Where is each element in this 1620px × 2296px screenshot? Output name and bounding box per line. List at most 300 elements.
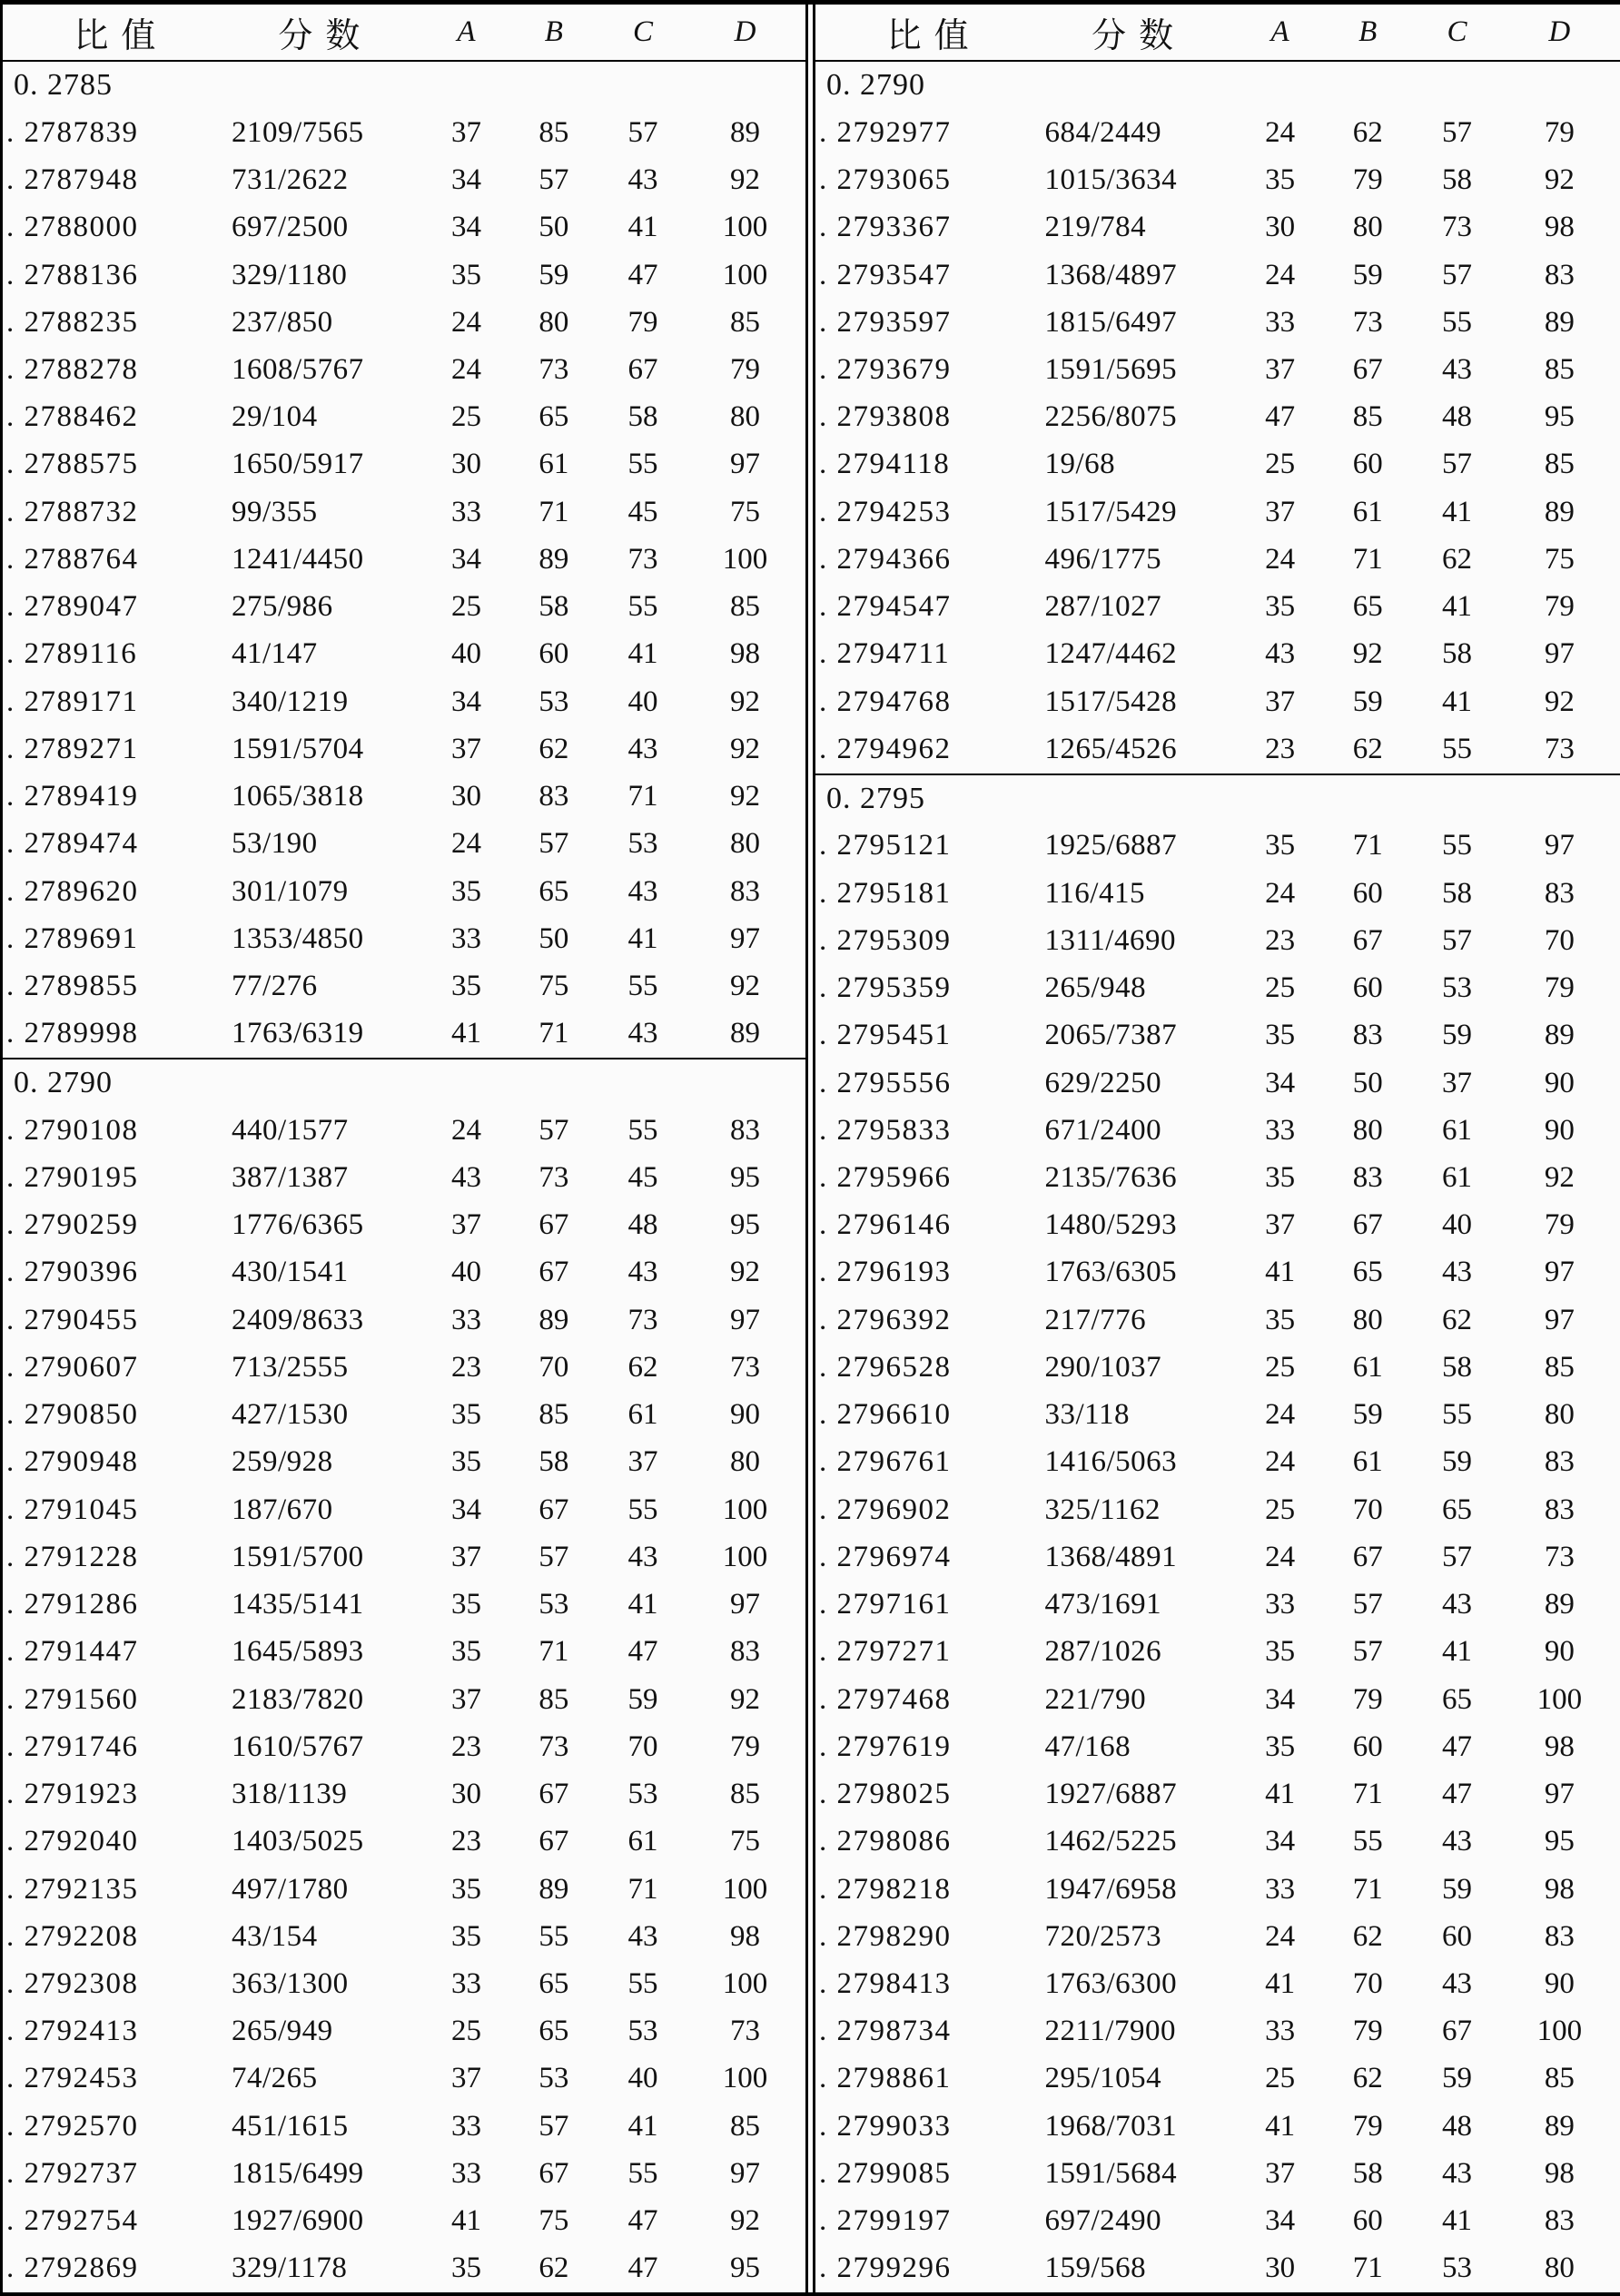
a-value: 24 <box>451 305 481 339</box>
fraction-value: 159/568 <box>1044 2252 1147 2285</box>
column-header-c: C <box>632 15 653 48</box>
table-row <box>815 1202 1620 1249</box>
ratio-value: . 2792453 <box>6 2062 139 2095</box>
b-value: 65 <box>1352 590 1383 624</box>
b-value: 89 <box>538 1303 569 1336</box>
fraction-value: 1480/5293 <box>1044 1208 1178 1242</box>
table-row <box>3 1202 805 1249</box>
c-value: 73 <box>1442 211 1473 244</box>
a-value: 24 <box>1265 258 1296 291</box>
c-value: 67 <box>627 353 658 387</box>
a-value: 37 <box>451 1682 481 1716</box>
d-value: 80 <box>730 1445 761 1479</box>
a-value: 37 <box>1265 2156 1296 2190</box>
a-value: 37 <box>451 1208 481 1242</box>
ratio-value: . 2798086 <box>819 1825 952 1858</box>
d-value: 98 <box>730 1919 761 1953</box>
a-value: 35 <box>451 1872 481 1906</box>
a-value: 35 <box>1265 1303 1296 1336</box>
b-value: 83 <box>1352 1161 1383 1194</box>
a-value: 23 <box>451 1825 481 1858</box>
d-value: 97 <box>730 1303 761 1336</box>
ratio-value: . 2796974 <box>819 1540 952 1573</box>
ratio-value: . 2789474 <box>6 827 139 861</box>
ratio-value: . 2794547 <box>819 590 952 624</box>
b-value: 62 <box>1352 732 1383 765</box>
d-value: 80 <box>1544 2252 1575 2285</box>
d-value: 92 <box>1544 163 1575 197</box>
table-row <box>815 1913 1620 1960</box>
fraction-value: 2183/7820 <box>231 1682 364 1716</box>
b-value: 61 <box>1352 495 1383 528</box>
fraction-value: 473/1691 <box>1044 1588 1162 1621</box>
c-value: 61 <box>1442 1161 1473 1194</box>
a-value: 35 <box>451 1398 481 1432</box>
b-value: 60 <box>1352 971 1383 1005</box>
column-header-ratio: 比值 <box>886 17 982 55</box>
d-value: 97 <box>1544 1256 1575 1289</box>
b-value: 67 <box>538 2156 569 2190</box>
c-value: 60 <box>1442 1919 1473 1953</box>
table-row <box>3 962 805 1010</box>
b-value: 59 <box>1352 258 1383 291</box>
ratio-value: . 2788000 <box>6 211 139 244</box>
c-value: 37 <box>627 1445 658 1479</box>
d-value: 89 <box>1544 305 1575 339</box>
ratio-value: . 2793065 <box>819 163 952 197</box>
b-value: 71 <box>1352 829 1383 862</box>
fraction-value: 697/2490 <box>1044 2204 1162 2238</box>
ratio-value: . 2791228 <box>6 1540 139 1573</box>
table-row <box>3 1010 805 1058</box>
ratio-value: . 2793597 <box>819 305 952 339</box>
fraction-value: 1241/4450 <box>231 542 364 576</box>
a-value: 25 <box>1265 971 1296 1005</box>
b-value: 59 <box>538 258 569 291</box>
ratio-value: . 2794962 <box>819 732 952 765</box>
table-row <box>815 1486 1620 1533</box>
fraction-value: 29/104 <box>231 400 318 434</box>
ratio-value: . 2795309 <box>819 923 952 957</box>
fraction-value: 2409/8633 <box>231 1303 364 1336</box>
column-header-b: B <box>544 15 563 48</box>
c-value: 59 <box>1442 2062 1473 2095</box>
ratio-value: . 2792754 <box>6 2204 139 2238</box>
panel-divider <box>805 5 815 2292</box>
table-row <box>3 536 805 583</box>
d-value: 98 <box>1544 211 1575 244</box>
c-value: 57 <box>1442 1540 1473 1573</box>
column-header-b: B <box>1358 15 1378 48</box>
d-value: 79 <box>1544 115 1575 149</box>
b-value: 75 <box>538 970 569 1003</box>
fraction-value: 684/2449 <box>1044 115 1162 149</box>
c-value: 55 <box>1442 829 1473 862</box>
table-row <box>815 2198 1620 2245</box>
d-value: 79 <box>730 1729 761 1763</box>
d-value: 100 <box>722 1493 768 1526</box>
b-value: 53 <box>538 2062 569 2095</box>
b-value: 80 <box>1352 211 1383 244</box>
section-header-row <box>3 62 805 109</box>
table-row <box>3 2055 805 2103</box>
table-row <box>3 2008 805 2055</box>
a-value: 23 <box>1265 732 1296 765</box>
table-row <box>3 1439 805 1486</box>
fraction-value: 1416/5063 <box>1044 1445 1178 1479</box>
d-value: 73 <box>1544 1540 1575 1573</box>
a-value: 43 <box>1265 637 1296 671</box>
d-value: 92 <box>1544 685 1575 718</box>
ratio-value: . 2790607 <box>6 1350 139 1384</box>
a-value: 37 <box>451 1540 481 1573</box>
d-value: 92 <box>730 780 761 813</box>
d-value: 80 <box>730 827 761 861</box>
table-row <box>3 2245 805 2292</box>
c-value: 71 <box>627 1872 658 1906</box>
d-value: 73 <box>1544 732 1575 765</box>
b-value: 67 <box>538 1825 569 1858</box>
a-value: 33 <box>1265 1588 1296 1621</box>
c-value: 65 <box>1442 1493 1473 1526</box>
table-row <box>815 441 1620 488</box>
section-header: 0. 2790 <box>14 1066 113 1100</box>
ratio-value: . 2788235 <box>6 305 139 339</box>
fraction-value: 287/1027 <box>1044 590 1162 624</box>
b-value: 65 <box>538 400 569 434</box>
b-value: 71 <box>538 1017 569 1050</box>
a-value: 33 <box>451 495 481 528</box>
b-value: 67 <box>538 1493 569 1526</box>
ratio-value: . 2797271 <box>819 1635 952 1669</box>
d-value: 83 <box>1544 876 1575 910</box>
b-value: 85 <box>1352 400 1383 434</box>
fraction-value: 1368/4891 <box>1044 1540 1178 1573</box>
a-value: 40 <box>451 1256 481 1289</box>
d-value: 85 <box>1544 353 1575 387</box>
d-value: 83 <box>1544 1919 1575 1953</box>
c-value: 40 <box>627 2062 658 2095</box>
a-value: 34 <box>451 685 481 718</box>
a-value: 24 <box>451 353 481 387</box>
b-value: 71 <box>1352 2252 1383 2285</box>
column-header-d: D <box>734 15 756 48</box>
c-value: 71 <box>627 780 658 813</box>
a-value: 37 <box>1265 1208 1296 1242</box>
table-row <box>3 2198 805 2245</box>
d-value: 97 <box>1544 637 1575 671</box>
d-value: 95 <box>1544 400 1575 434</box>
c-value: 61 <box>627 1825 658 1858</box>
ratio-value: . 2792737 <box>6 2156 139 2190</box>
table-row <box>815 1770 1620 1818</box>
b-value: 73 <box>538 1729 569 1763</box>
d-value: 97 <box>730 448 761 481</box>
a-value: 23 <box>451 1350 481 1384</box>
b-value: 53 <box>538 685 569 718</box>
b-value: 62 <box>538 732 569 765</box>
c-value: 43 <box>1442 1825 1473 1858</box>
c-value: 55 <box>627 1966 658 2000</box>
table-row <box>815 1107 1620 1154</box>
b-value: 85 <box>538 1398 569 1432</box>
b-value: 57 <box>538 1540 569 1573</box>
table-row <box>3 441 805 488</box>
ratio-value: . 2789691 <box>6 921 139 955</box>
c-value: 41 <box>1442 495 1473 528</box>
d-value: 95 <box>730 2252 761 2285</box>
fraction-value: 1927/6887 <box>1044 1778 1178 1811</box>
b-value: 92 <box>1352 637 1383 671</box>
fraction-value: 1645/5893 <box>231 1635 364 1669</box>
table-row <box>3 631 805 678</box>
table-row <box>815 1676 1620 1723</box>
fraction-value: 329/1180 <box>231 258 348 291</box>
fraction-value: 1927/6900 <box>231 2204 364 2238</box>
c-value: 55 <box>1442 305 1473 339</box>
a-value: 33 <box>451 921 481 955</box>
b-value: 59 <box>1352 1398 1383 1432</box>
a-value: 33 <box>1265 305 1296 339</box>
d-value: 100 <box>722 258 768 291</box>
c-value: 43 <box>1442 2156 1473 2190</box>
c-value: 53 <box>627 2015 658 2048</box>
a-value: 35 <box>1265 1635 1296 1669</box>
table-row <box>3 299 805 346</box>
d-value: 100 <box>722 542 768 576</box>
fraction-value: 731/2622 <box>231 163 349 197</box>
table-row <box>815 1249 1620 1296</box>
d-value: 98 <box>1544 1872 1575 1906</box>
ratio-value: . 2787839 <box>6 115 139 149</box>
c-value: 53 <box>1442 971 1473 1005</box>
table-row <box>815 2245 1620 2292</box>
table-row <box>815 109 1620 156</box>
d-value: 85 <box>1544 448 1575 481</box>
ratio-value: . 2790850 <box>6 1398 139 1432</box>
c-value: 48 <box>1442 400 1473 434</box>
c-value: 55 <box>627 448 658 481</box>
table-row <box>3 678 805 725</box>
fraction-value: 47/168 <box>1044 1729 1131 1763</box>
a-value: 25 <box>1265 1350 1296 1384</box>
fraction-value: 1947/6958 <box>1044 1872 1178 1906</box>
c-value: 55 <box>627 1493 658 1526</box>
fraction-value: 1763/6305 <box>1044 1256 1178 1289</box>
table-row <box>815 394 1620 441</box>
a-value: 30 <box>451 1778 481 1811</box>
c-value: 43 <box>1442 1966 1473 2000</box>
section-header: 0. 2790 <box>826 68 925 103</box>
a-value: 37 <box>1265 495 1296 528</box>
c-value: 47 <box>1442 1778 1473 1811</box>
b-value: 60 <box>1352 448 1383 481</box>
c-value: 43 <box>627 1540 658 1573</box>
a-value: 35 <box>1265 1019 1296 1052</box>
b-value: 89 <box>538 542 569 576</box>
d-value: 79 <box>1544 1208 1575 1242</box>
c-value: 43 <box>1442 1588 1473 1621</box>
b-value: 58 <box>1352 2156 1383 2190</box>
fraction-value: 1650/5917 <box>231 448 364 481</box>
b-value: 67 <box>1352 923 1383 957</box>
table-row <box>3 774 805 821</box>
c-value: 59 <box>1442 1019 1473 1052</box>
a-value: 41 <box>1265 1256 1296 1289</box>
ratio-value: . 2791045 <box>6 1493 139 1526</box>
d-value: 83 <box>1544 258 1575 291</box>
c-value: 53 <box>627 1778 658 1811</box>
c-value: 57 <box>1442 448 1473 481</box>
a-value: 35 <box>1265 1729 1296 1763</box>
table-row <box>815 1533 1620 1581</box>
table-row <box>815 204 1620 251</box>
a-value: 35 <box>1265 1161 1296 1194</box>
ratio-value: . 2789116 <box>6 637 138 671</box>
table-row <box>3 156 805 203</box>
column-header-a: A <box>1270 15 1289 48</box>
c-value: 41 <box>627 2109 658 2143</box>
table-row <box>815 584 1620 631</box>
ratio-value: . 2796610 <box>819 1398 952 1432</box>
c-value: 43 <box>1442 1256 1473 1289</box>
table-row <box>815 1059 1620 1107</box>
a-value: 35 <box>451 258 481 291</box>
c-value: 41 <box>1442 590 1473 624</box>
ratio-value: . 2792977 <box>819 115 952 149</box>
a-value: 35 <box>1265 163 1296 197</box>
d-value: 83 <box>1544 1445 1575 1479</box>
table-row <box>815 1629 1620 1676</box>
c-value: 43 <box>627 1017 658 1050</box>
column-header-fraction: 分数 <box>1092 17 1187 55</box>
a-value: 34 <box>451 542 481 576</box>
d-value: 89 <box>1544 1588 1575 1621</box>
a-value: 33 <box>1265 1113 1296 1147</box>
table-row <box>815 488 1620 536</box>
fraction-value: 325/1162 <box>1044 1493 1161 1526</box>
c-value: 48 <box>627 1208 658 1242</box>
a-value: 35 <box>1265 829 1296 862</box>
c-value: 79 <box>627 305 658 339</box>
fraction-value: 1815/6499 <box>231 2156 364 2190</box>
b-value: 57 <box>538 1113 569 1147</box>
ratio-value: . 2799197 <box>819 2204 952 2238</box>
d-value: 83 <box>730 1113 761 1147</box>
b-value: 55 <box>1352 1825 1383 1858</box>
fraction-value: 1763/6300 <box>1044 1966 1178 2000</box>
d-value: 97 <box>730 2156 761 2190</box>
d-value: 73 <box>730 2015 761 2048</box>
fraction-value: 1265/4526 <box>1044 732 1178 765</box>
d-value: 83 <box>1544 1493 1575 1526</box>
fraction-value: 1591/5684 <box>1044 2156 1178 2190</box>
table-row <box>3 1107 805 1154</box>
fraction-value: 295/1054 <box>1044 2062 1162 2095</box>
b-value: 57 <box>538 163 569 197</box>
b-value: 67 <box>1352 1208 1383 1242</box>
b-value: 71 <box>1352 1778 1383 1811</box>
b-value: 65 <box>538 874 569 908</box>
fraction-value: 1015/3634 <box>1044 163 1178 197</box>
b-value: 73 <box>538 353 569 387</box>
b-value: 70 <box>1352 1966 1383 2000</box>
ratio-value: . 2790259 <box>6 1208 139 1242</box>
fraction-value: 2211/7900 <box>1044 2015 1176 2048</box>
ratio-value: . 2799085 <box>819 2156 952 2190</box>
a-value: 41 <box>1265 1778 1296 1811</box>
table-row <box>815 1582 1620 1629</box>
fraction-value: 41/147 <box>231 637 318 671</box>
a-value: 24 <box>1265 1540 1296 1573</box>
fraction-value: 451/1615 <box>231 2109 349 2143</box>
c-value: 73 <box>627 1303 658 1336</box>
section-header: 0. 2795 <box>826 781 925 815</box>
ratio-value: . 2792135 <box>6 1872 139 1906</box>
fraction-value: 259/928 <box>231 1445 333 1479</box>
fraction-value: 1763/6319 <box>231 1017 364 1050</box>
a-value: 33 <box>1265 1872 1296 1906</box>
ratio-value: . 2792570 <box>6 2109 139 2143</box>
table-row <box>3 1344 805 1391</box>
a-value: 24 <box>1265 1398 1296 1432</box>
a-value: 47 <box>1265 400 1296 434</box>
ratio-value: . 2788575 <box>6 448 139 481</box>
ratio-value: . 2792413 <box>6 2015 139 2048</box>
d-value: 97 <box>1544 829 1575 862</box>
table-row <box>3 1486 805 1533</box>
c-value: 58 <box>1442 1350 1473 1384</box>
c-value: 41 <box>1442 2204 1473 2238</box>
ratio-value: . 2795833 <box>819 1113 952 1147</box>
ratio-value: . 2794711 <box>819 637 951 671</box>
d-value: 100 <box>722 1872 768 1906</box>
fraction-value: 290/1037 <box>1044 1350 1162 1384</box>
ratio-value: . 2794118 <box>819 448 951 481</box>
c-value: 45 <box>627 495 658 528</box>
c-value: 45 <box>627 1161 658 1194</box>
ratio-value: . 2792040 <box>6 1825 139 1858</box>
b-value: 67 <box>1352 353 1383 387</box>
table-row <box>815 2055 1620 2103</box>
b-value: 79 <box>1352 1682 1383 1716</box>
b-value: 61 <box>538 448 569 481</box>
table-row <box>815 725 1620 773</box>
c-value: 41 <box>1442 685 1473 718</box>
b-value: 70 <box>1352 1493 1383 1526</box>
b-value: 50 <box>538 921 569 955</box>
fraction-value: 1608/5767 <box>231 353 364 387</box>
ratio-value: . 2788764 <box>6 542 139 576</box>
d-value: 89 <box>730 1017 761 1050</box>
section-header-row <box>815 62 1620 109</box>
c-value: 59 <box>1442 1445 1473 1479</box>
fraction-value: 1591/5704 <box>231 732 364 765</box>
c-value: 47 <box>1442 1729 1473 1763</box>
table-row <box>3 1818 805 1866</box>
ratio-value: . 2798025 <box>819 1778 952 1811</box>
ratio-value: . 2799033 <box>819 2109 952 2143</box>
ratio-value: . 2797619 <box>819 1729 952 1763</box>
b-value: 53 <box>538 1588 569 1621</box>
table-row <box>3 1533 805 1581</box>
b-value: 62 <box>538 2252 569 2285</box>
a-value: 34 <box>1265 2204 1296 2238</box>
c-value: 58 <box>1442 876 1473 910</box>
table-row <box>815 631 1620 678</box>
fraction-value: 116/415 <box>1044 876 1145 910</box>
b-value: 62 <box>1352 115 1383 149</box>
